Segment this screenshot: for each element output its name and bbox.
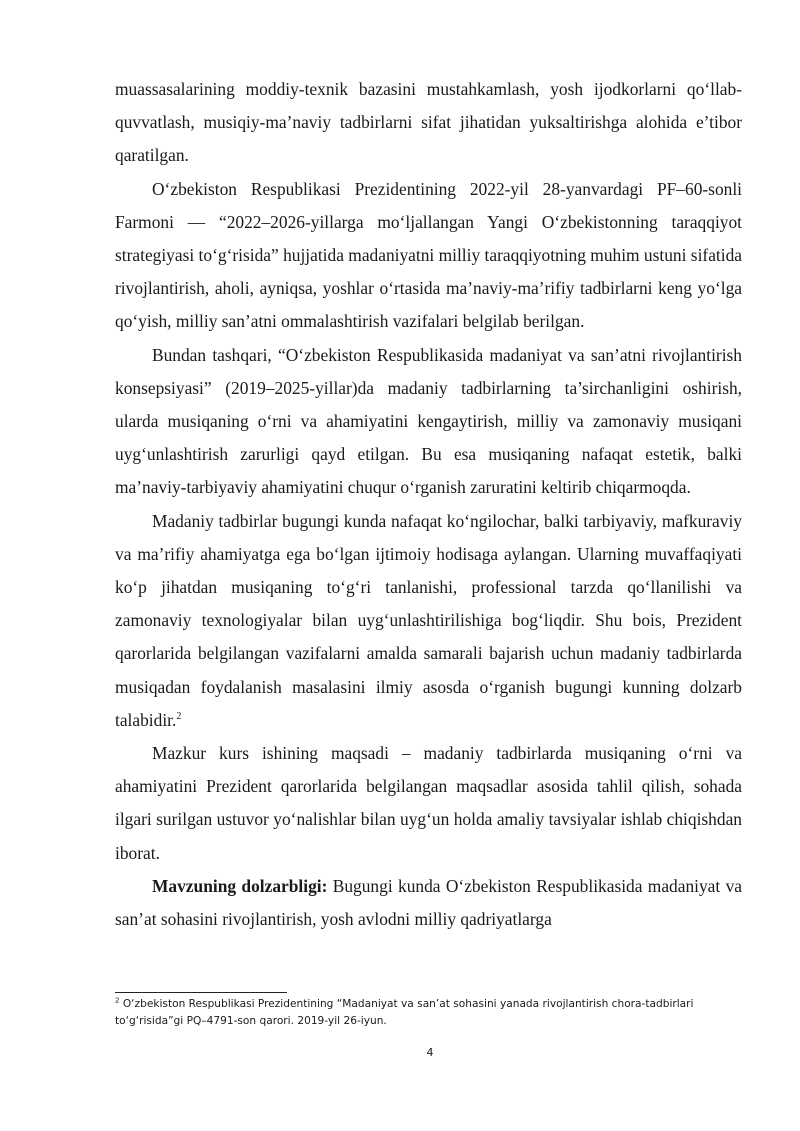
footnote-text: O‘zbekiston Respublikasi Prezidentining “Madaniyat va san’at sohasini yanada rivojlantirish chora-tadbirlari to‘g‘risida”gi PQ–4791-son qarori. 2019-yil 26-iyun. [115, 998, 694, 1027]
paragraph-6-text: Bugungi kunda O‘zbekiston Respublikasida madaniyat va san’at sohasini rivojlantirish, yosh avlodni milliy qadriyatlarga [115, 875, 742, 930]
section-heading-relevance: Mavzuning dolzarbligi: [152, 875, 328, 896]
page-body [115, 73, 742, 936]
paragraph-1: muassasalarining moddiy-texnik bazasini mustahkamlash, yosh ijodkorlarni qo‘llab-quvvatlash, musiqiy-ma’naviy tadbirlarni sifat jihatidan yuksaltirishga alohida e’tibor qaratilgan. [115, 79, 742, 166]
page-number: 4 [426, 1046, 434, 1059]
footnote-number: 2 [115, 996, 120, 1005]
footnote-reference[interactable]: 2 [176, 711, 182, 723]
paragraph-6 [115, 870, 742, 936]
paragraph-3: Bundan tashqari, “O‘zbekiston Respublikasida madaniyat va san’atni rivojlantirish konsepsiyasi” (2019–2025-yillar)da madaniy tadbirlarning ta’sirchanligini oshirish, ularda musiqaning o‘rni va ahamiyatini kengaytirish, milliy va zamonaviy musiqani uyg‘unlashtirish zarurligi qayd etilgan. Bu esa musiqaning nafaqat estetik, balki ma’naviy-tarbiyaviy ahamiyatini chuqur o‘rganish zaruratini keltirib chiqarmoqda. [115, 344, 742, 498]
paragraph-4-text: Madaniy tadbirlar bugungi kunda nafaqat ko‘ngilochar, balki tarbiyaviy, mafkuraviy va ma’rifiy ahamiyatga ega bo‘lgan ijtimoiy hodisaga aylangan. Ularning muvaffaqiyati ko‘p jihatdan musiqaning to‘g‘ri tanlanishi, professional tarzda qo‘llanilishi va zamonaviy texnologiyalar bilan uyg‘unlashtirilishiga bog‘liqdir. Shu bois, Prezident qarorlarida belgilangan vazifalarni amalda samarali bajarish uchun madaniy tadbirlarda musiqadan foydalanish masalasini ilmiy asosda o‘rganish bugungi kunning dolzarb talabidir. [115, 510, 742, 730]
paragraph-4 [115, 505, 742, 737]
footnote [115, 996, 742, 1030]
footnote-divider [115, 992, 287, 993]
paragraph-5: Mazkur kurs ishining maqsadi – madaniy tadbirlarda musiqaning o‘rni va ahamiyatini Prezident qarorlarida belgilangan maqsadlar asosida tahlil qilish, sohada ilgari surilgan ustuvor yo‘nalishlar bilan uyg‘un holda amaliy tavsiyalar ishlab chiqishdan iborat. [115, 743, 742, 863]
paragraph-2: O‘zbekiston Respublikasi Prezidentining 2022-yil 28-yanvardagi PF–60-sonli Farmoni — “2022–2026-yillarga mo‘ljallangan Yangi O‘zbekistonning taraqqiyot strategiyasi to‘g‘risida” hujjatida madaniyatni milliy taraqqiyotning muhim ustuni sifatida rivojlantirish, aholi, ayniqsa, yoshlar o‘rtasida ma’naviy-ma’rifiy tadbirlarni keng yo‘lga qo‘yish, milliy san’atni ommalashtirish vazifalari belgilab berilgan. [115, 178, 742, 332]
